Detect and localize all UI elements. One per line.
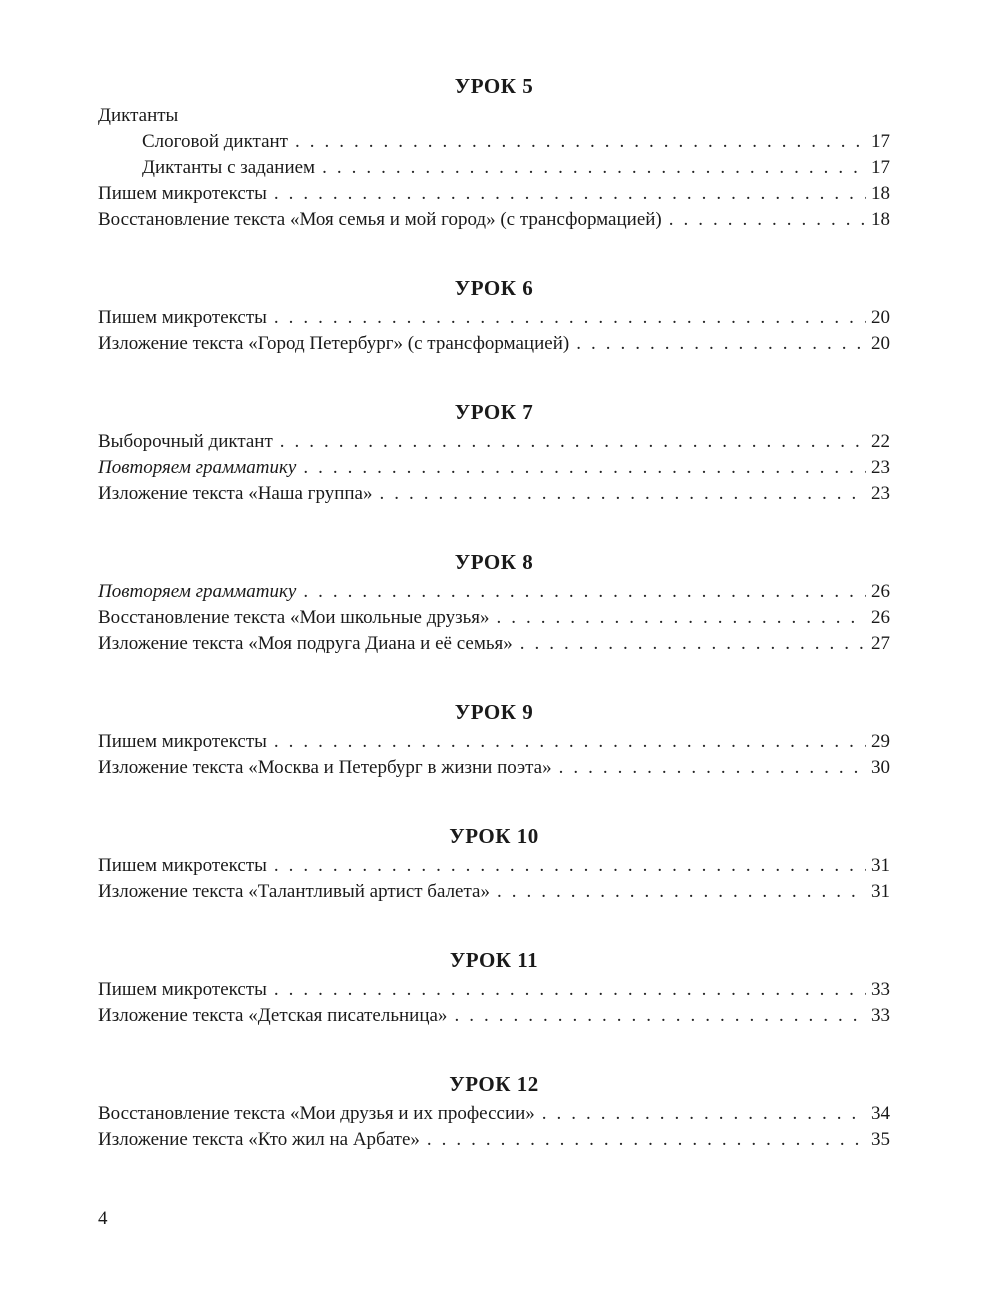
lesson-heading: УРОК 6 xyxy=(454,276,534,300)
lesson-section xyxy=(98,277,890,357)
toc-entry-label: Изложение текста «Кто жил на Арбате» xyxy=(98,1129,420,1150)
dot-leader xyxy=(497,605,866,631)
toc-entry-label: Восстановление текста «Мои друзья и их профессии» xyxy=(98,1103,535,1124)
dot-leader xyxy=(542,1101,866,1127)
toc-entry xyxy=(98,455,890,481)
toc-entry-label: Диктанты xyxy=(98,105,179,126)
toc-entry-label: Восстановление текста «Мои школьные друзья» xyxy=(98,607,490,628)
toc-entry-label: Повторяем грамматику xyxy=(98,457,297,478)
toc-entry-page-number: 18 xyxy=(871,209,890,230)
lesson-section xyxy=(98,701,890,781)
toc-entry-page-number: 20 xyxy=(871,307,890,328)
toc-entry-label: Выборочный диктант xyxy=(98,431,273,452)
dot-leader xyxy=(497,879,866,905)
toc-entry xyxy=(98,305,890,331)
lesson-section xyxy=(98,75,890,233)
lesson-heading: УРОК 9 xyxy=(454,700,534,724)
toc-entry-label: Повторяем грамматику xyxy=(98,581,297,602)
toc-entry xyxy=(98,1101,890,1127)
toc-entry-page-number: 17 xyxy=(871,131,890,152)
dot-leader xyxy=(520,631,866,657)
dot-leader xyxy=(274,729,866,755)
lesson-section xyxy=(98,401,890,507)
toc-entry-label: Изложение текста «Талантливый артист балета» xyxy=(98,881,490,902)
toc-entry-page-number: 23 xyxy=(871,483,890,504)
dot-leader xyxy=(454,1003,866,1029)
toc-entry-label: Изложение текста «Детская писательница» xyxy=(98,1005,448,1026)
toc-entry-label: Пишем микротексты xyxy=(98,855,267,876)
toc-entry xyxy=(98,579,890,605)
dot-leader xyxy=(559,755,866,781)
dot-leader xyxy=(669,207,866,233)
dot-leader xyxy=(280,429,866,455)
toc-entry xyxy=(98,631,890,657)
toc-entry-page-number: 33 xyxy=(871,979,890,1000)
dot-leader xyxy=(274,305,866,331)
toc-entry-page-number: 31 xyxy=(871,881,890,902)
toc-entry xyxy=(98,181,890,207)
toc-entry-label: Восстановление текста «Моя семья и мой город» (с трансформацией) xyxy=(98,209,662,230)
toc-entry-label: Диктанты с заданием xyxy=(142,157,316,178)
lesson-section xyxy=(98,1073,890,1153)
dot-leader xyxy=(427,1127,866,1153)
lesson-section xyxy=(98,949,890,1029)
toc-entry xyxy=(98,853,890,879)
toc-entry xyxy=(98,429,890,455)
lesson-heading: УРОК 5 xyxy=(454,74,534,98)
toc-entry-label: Изложение текста «Наша группа» xyxy=(98,483,373,504)
toc-entry-page-number: 34 xyxy=(871,1103,890,1124)
dot-leader xyxy=(322,155,866,181)
dot-leader xyxy=(303,455,866,481)
toc-entry xyxy=(98,1127,890,1153)
toc-entry xyxy=(142,155,890,181)
lesson-heading: УРОК 8 xyxy=(454,550,534,574)
toc-entry-page-number: 26 xyxy=(871,607,890,628)
lesson-heading: УРОК 7 xyxy=(454,400,534,424)
toc-entry xyxy=(98,879,890,905)
dot-leader xyxy=(303,579,866,605)
dot-leader xyxy=(274,181,866,207)
toc-entry xyxy=(98,977,890,1003)
page-number: 4 xyxy=(98,1208,108,1229)
toc-entry-label: Изложение текста «Москва и Петербург в жизни поэта» xyxy=(98,757,552,778)
toc-entry xyxy=(98,1003,890,1029)
toc-entry-page-number: 20 xyxy=(871,333,890,354)
toc-entry-label: Изложение текста «Моя подруга Диана и её семья» xyxy=(98,633,513,654)
lesson-section xyxy=(98,825,890,905)
toc-entry xyxy=(98,331,890,357)
table-of-contents xyxy=(98,75,890,1153)
dot-leader xyxy=(274,977,866,1003)
toc-entry-label: Слоговой диктант xyxy=(142,131,288,152)
toc-entry xyxy=(98,755,890,781)
toc-entry-page-number: 22 xyxy=(871,431,890,452)
dot-leader xyxy=(576,331,866,357)
toc-entry-label: Пишем микротексты xyxy=(98,979,267,1000)
toc-entry-label: Пишем микротексты xyxy=(98,731,267,752)
lesson-heading: УРОК 12 xyxy=(449,1072,539,1096)
toc-entry-label: Изложение текста «Город Петербург» (с трансформацией) xyxy=(98,333,570,354)
lesson-heading: УРОК 11 xyxy=(449,948,539,972)
toc-entry-label: Пишем микротексты xyxy=(98,183,267,204)
page-footer xyxy=(98,1208,108,1230)
toc-entry-page-number: 23 xyxy=(871,457,890,478)
toc-entry-page-number: 18 xyxy=(871,183,890,204)
toc-entry-page-number: 35 xyxy=(871,1129,890,1150)
toc-entry-page-number: 27 xyxy=(871,633,890,654)
toc-entry-page-number: 29 xyxy=(871,731,890,752)
toc-entry-page-number: 17 xyxy=(871,157,890,178)
toc-entry-page-number: 26 xyxy=(871,581,890,602)
toc-entry xyxy=(142,129,890,155)
toc-entry xyxy=(98,729,890,755)
dot-leader xyxy=(295,129,866,155)
toc-entry xyxy=(98,481,890,507)
toc-entry-label: Пишем микротексты xyxy=(98,307,267,328)
toc-entry xyxy=(98,207,890,233)
toc-entry xyxy=(98,103,890,129)
dot-leader xyxy=(380,481,867,507)
lesson-heading: УРОК 10 xyxy=(449,824,539,848)
toc-entry-page-number: 30 xyxy=(871,757,890,778)
lesson-section xyxy=(98,551,890,657)
toc-entry xyxy=(98,605,890,631)
toc-entry-page-number: 31 xyxy=(871,855,890,876)
toc-entry-page-number: 33 xyxy=(871,1005,890,1026)
dot-leader xyxy=(274,853,866,879)
